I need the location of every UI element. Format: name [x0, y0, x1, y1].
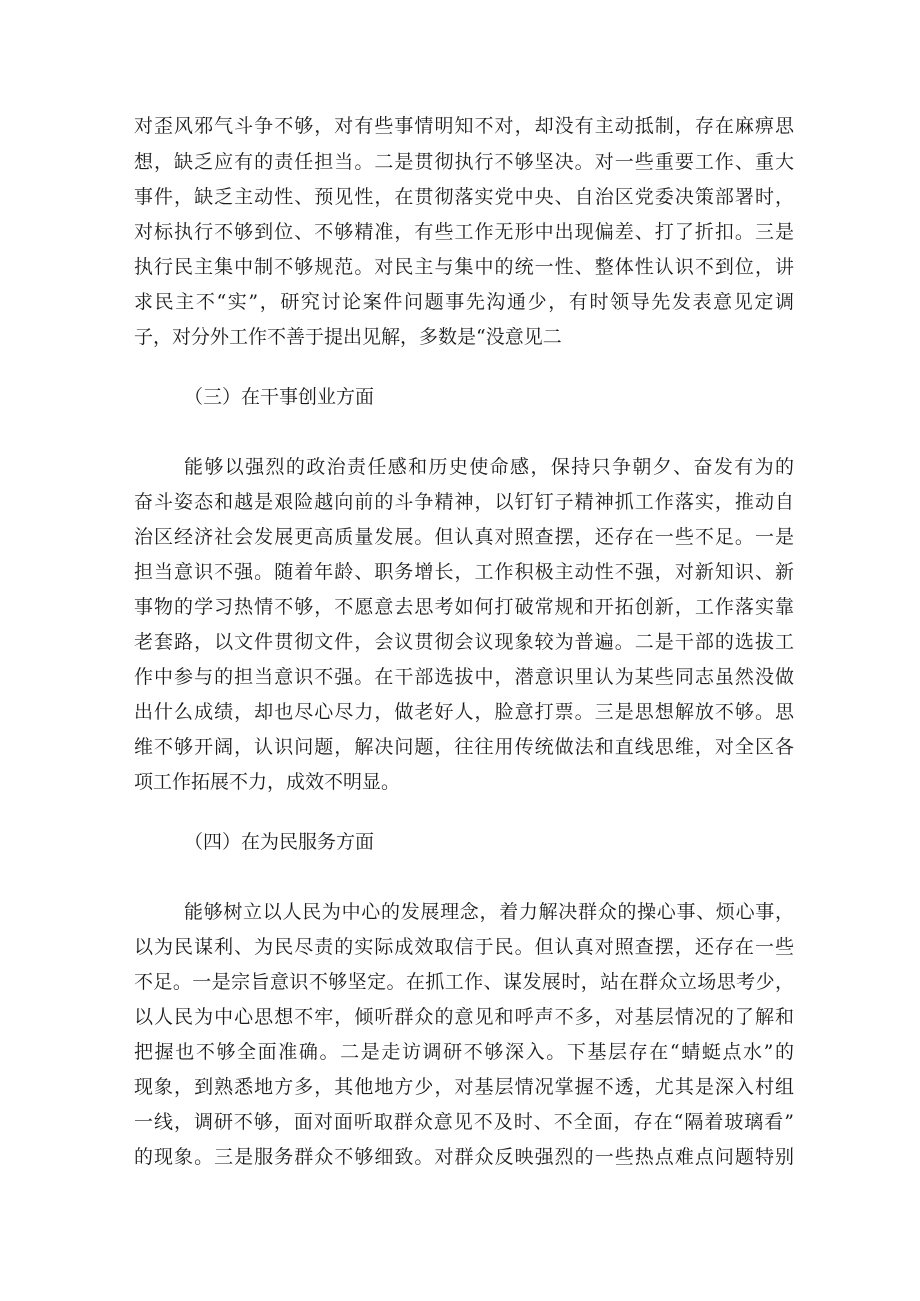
paragraph-line: 对标执行不够到位、不够精准，有些工作无形中出现偏差、打了折扣。三是: [134, 221, 794, 243]
paragraph-line: 能够树立以人民为中心的发展理念，着力解决群众的操心事、烦心事，: [184, 901, 794, 923]
paragraph-line: 一线，调研不够，面对面听取群众意见不及时、不全面，存在“隔着玻璃看”: [134, 1111, 794, 1133]
paragraph-line: 想，缺乏应有的责任担当。二是贯彻执行不够坚决。对一些重要工作、重大: [134, 151, 794, 173]
paragraph-line: 对歪风邪气斗争不够，对有些事情明知不对，却没有主动抵制，存在麻痹思: [134, 115, 794, 137]
paragraph-line: 执行民主集中制不够规范。对民主与集中的统一性、整体性认识不到位，讲: [134, 256, 794, 278]
paragraph-line: 事件，缺乏主动性、预见性，在贯彻落实党中央、自治区党委决策部署时，: [134, 186, 794, 208]
section-heading-4: （四）在为民服务方面: [184, 831, 375, 853]
paragraph-line: 担当意识不强。随着年龄、职务增长，工作积极主动性不强，对新知识、新: [134, 561, 794, 583]
paragraph-line: 老套路，以文件贯彻文件，会议贯彻会议现象较为普遍。二是干部的选拔工: [134, 631, 794, 653]
paragraph-line: 治区经济社会发展更高质量发展。但认真对照查摆，还存在一些不足。一是: [134, 526, 794, 548]
paragraph-line: 出什么成绩，却也尽心尽力，做老好人，脸意打票。三是思想解放不够。思: [134, 701, 794, 723]
paragraph-line: 的现象。三是服务群众不够细致。对群众反映强烈的一些热点难点问题特别: [134, 1146, 794, 1168]
paragraph-line: 能够以强烈的政治责任感和历史使命感，保持只争朝夕、奋发有为的: [184, 456, 794, 478]
paragraph-line: 奋斗姿态和越是艰险越向前的斗争精神，以钉钉子精神抓工作落实，推动自: [134, 491, 794, 513]
paragraph-line: 求民主不“实”，研究讨论案件问题事先沟通少，有时领导先发表意见定调: [134, 291, 794, 313]
paragraph-line: 现象，到熟悉地方多，其他地方少，对基层情况掌握不透，尤其是深入村组: [134, 1076, 794, 1098]
section-heading-3: （三）在干事创业方面: [184, 386, 375, 408]
paragraph-line: 以人民为中心思想不牢，倾听群众的意见和呼声不多，对基层情况的了解和: [134, 1006, 794, 1028]
paragraph-line: 不足。一是宗旨意识不够坚定。在抓工作、谋发展时，站在群众立场思考少，: [134, 971, 794, 993]
paragraph-line: 事物的学习热情不够，不愿意去思考如何打破常规和开拓创新，工作落实靠: [134, 596, 794, 618]
paragraph-line: 把握也不够全面准确。二是走访调研不够深入。下基层存在“蜻蜓点水”的: [134, 1041, 794, 1063]
paragraph-line: 子，对分外工作不善于提出见解，多数是“没意见二: [134, 326, 562, 348]
paragraph-line: 项工作拓展不力，成效不明显。: [134, 771, 401, 793]
paragraph-line: 作中参与的担当意识不强。在干部选拔中，潜意识里认为某些同志虽然没做: [134, 666, 794, 688]
paragraph-line: 以为民谋利、为民尽责的实际成效取信于民。但认真对照查摆，还存在一些: [134, 936, 794, 958]
paragraph-line: 维不够开阔，认识问题，解决问题，往往用传统做法和直线思维，对全区各: [134, 736, 794, 758]
